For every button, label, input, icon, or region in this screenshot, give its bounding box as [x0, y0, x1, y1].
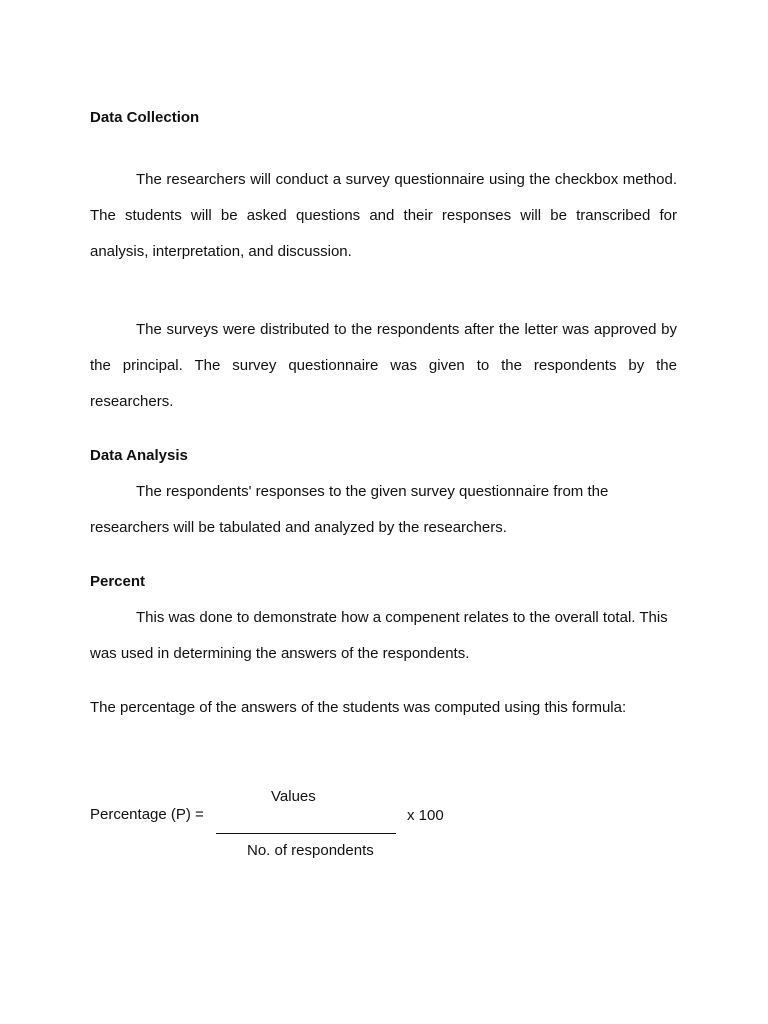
paragraph-percent-2: The percentage of the answers of the students was computed using this formula:	[90, 699, 627, 716]
paragraph-data-analysis-1: The respondents' responses to the given survey questionnaire from the researchers will be tabulated and analyzed by the researchers.	[90, 483, 609, 536]
paragraph-data-collection-2: The surveys were distributed to the respondents after the letter was approved by the principal. The survey questionnaire was given to the respondents by the researchers.	[90, 321, 677, 410]
paragraph-percent-1: This was done to demonstrate how a compenent relates to the overall total. This was used in determining the answers of the respondents.	[90, 609, 668, 662]
fraction-bar	[216, 833, 396, 834]
formula-denominator: No. of respondents	[247, 842, 374, 859]
formula-multiplier: x 100	[407, 807, 444, 824]
formula-numerator: Values	[271, 788, 316, 805]
formula-label: Percentage (P) =	[90, 806, 204, 823]
paragraph-data-collection-1: The researchers will conduct a survey questionnaire using the checkbox method. The students will be asked questions and their responses will be transcribed for analysis, interpretation, and discussion.	[90, 171, 677, 260]
heading-data-analysis: Data Analysis	[90, 447, 188, 464]
heading-data-collection: Data Collection	[90, 109, 200, 126]
heading-percent: Percent	[90, 573, 146, 590]
